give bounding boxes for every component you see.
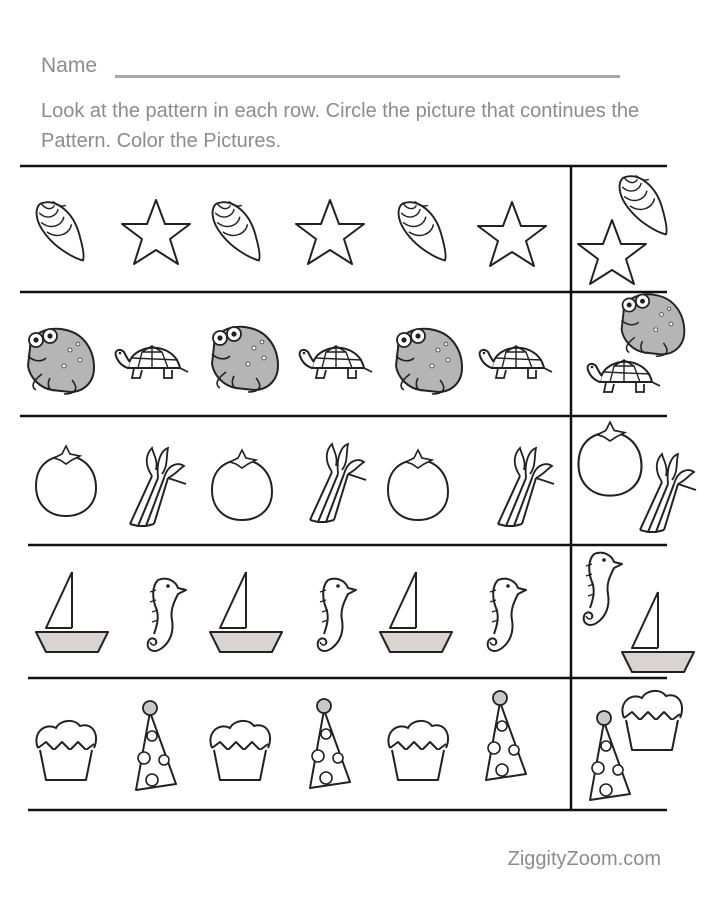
turtle-icon (300, 346, 372, 378)
frog-icon (212, 327, 278, 392)
sailboat-icon (380, 572, 452, 652)
frog-icon (396, 329, 462, 394)
row-3-choices[interactable] (579, 422, 697, 532)
row-5-pattern (36, 691, 526, 790)
starfish-icon (478, 202, 546, 266)
turtle-icon (480, 346, 552, 378)
party-hat-choice-icon[interactable] (590, 711, 630, 800)
row-3-pattern (36, 444, 554, 526)
turtle-choice-icon[interactable] (588, 360, 660, 392)
celery-icon (498, 448, 554, 526)
cupcake-choice-icon[interactable] (622, 691, 682, 750)
row-2-choices[interactable] (588, 294, 685, 392)
row-1-choices[interactable] (578, 176, 667, 285)
tomato-choice-icon[interactable] (579, 422, 642, 496)
row-1-pattern (37, 200, 546, 266)
seahorse-icon (148, 579, 186, 651)
cupcake-icon (388, 721, 448, 780)
seahorse-choice-icon[interactable] (584, 553, 622, 625)
frog-choice-icon[interactable] (622, 294, 685, 356)
frog-icon (28, 329, 94, 394)
celery-choice-icon[interactable] (640, 454, 696, 532)
row-2-pattern (28, 327, 552, 394)
party-hat-icon (136, 701, 176, 790)
cupcake-icon (210, 721, 270, 780)
celery-icon (130, 448, 186, 526)
instructions-text: Look at the pattern in each row. Circle the picture that continues the Pattern. Color the Pictures. (41, 100, 640, 152)
cupcake-icon (36, 721, 96, 780)
turtle-icon (116, 346, 188, 378)
row-5-choices[interactable] (590, 691, 682, 800)
shell-icon (213, 202, 260, 261)
name-label: Name (41, 54, 98, 77)
tomato-icon (388, 450, 448, 520)
row-4-choices[interactable] (584, 553, 694, 672)
starfish-choice-icon[interactable] (578, 220, 646, 284)
shell-icon (37, 202, 84, 261)
site-footer: ZiggityZoom.com (507, 848, 661, 870)
row-4-pattern (36, 572, 526, 652)
shell-icon (399, 202, 446, 261)
party-hat-icon (310, 699, 350, 788)
seahorse-icon (488, 579, 526, 651)
shell-choice-icon[interactable] (620, 176, 667, 235)
sailboat-icon (36, 572, 108, 652)
party-hat-icon (486, 691, 526, 780)
celery-icon (310, 444, 366, 522)
sailboat-choice-icon[interactable] (622, 592, 694, 672)
starfish-icon (296, 200, 364, 264)
sailboat-icon (210, 572, 282, 652)
tomato-icon (36, 446, 96, 516)
starfish-icon (122, 200, 190, 264)
seahorse-icon (318, 579, 356, 651)
tomato-icon (212, 450, 272, 520)
